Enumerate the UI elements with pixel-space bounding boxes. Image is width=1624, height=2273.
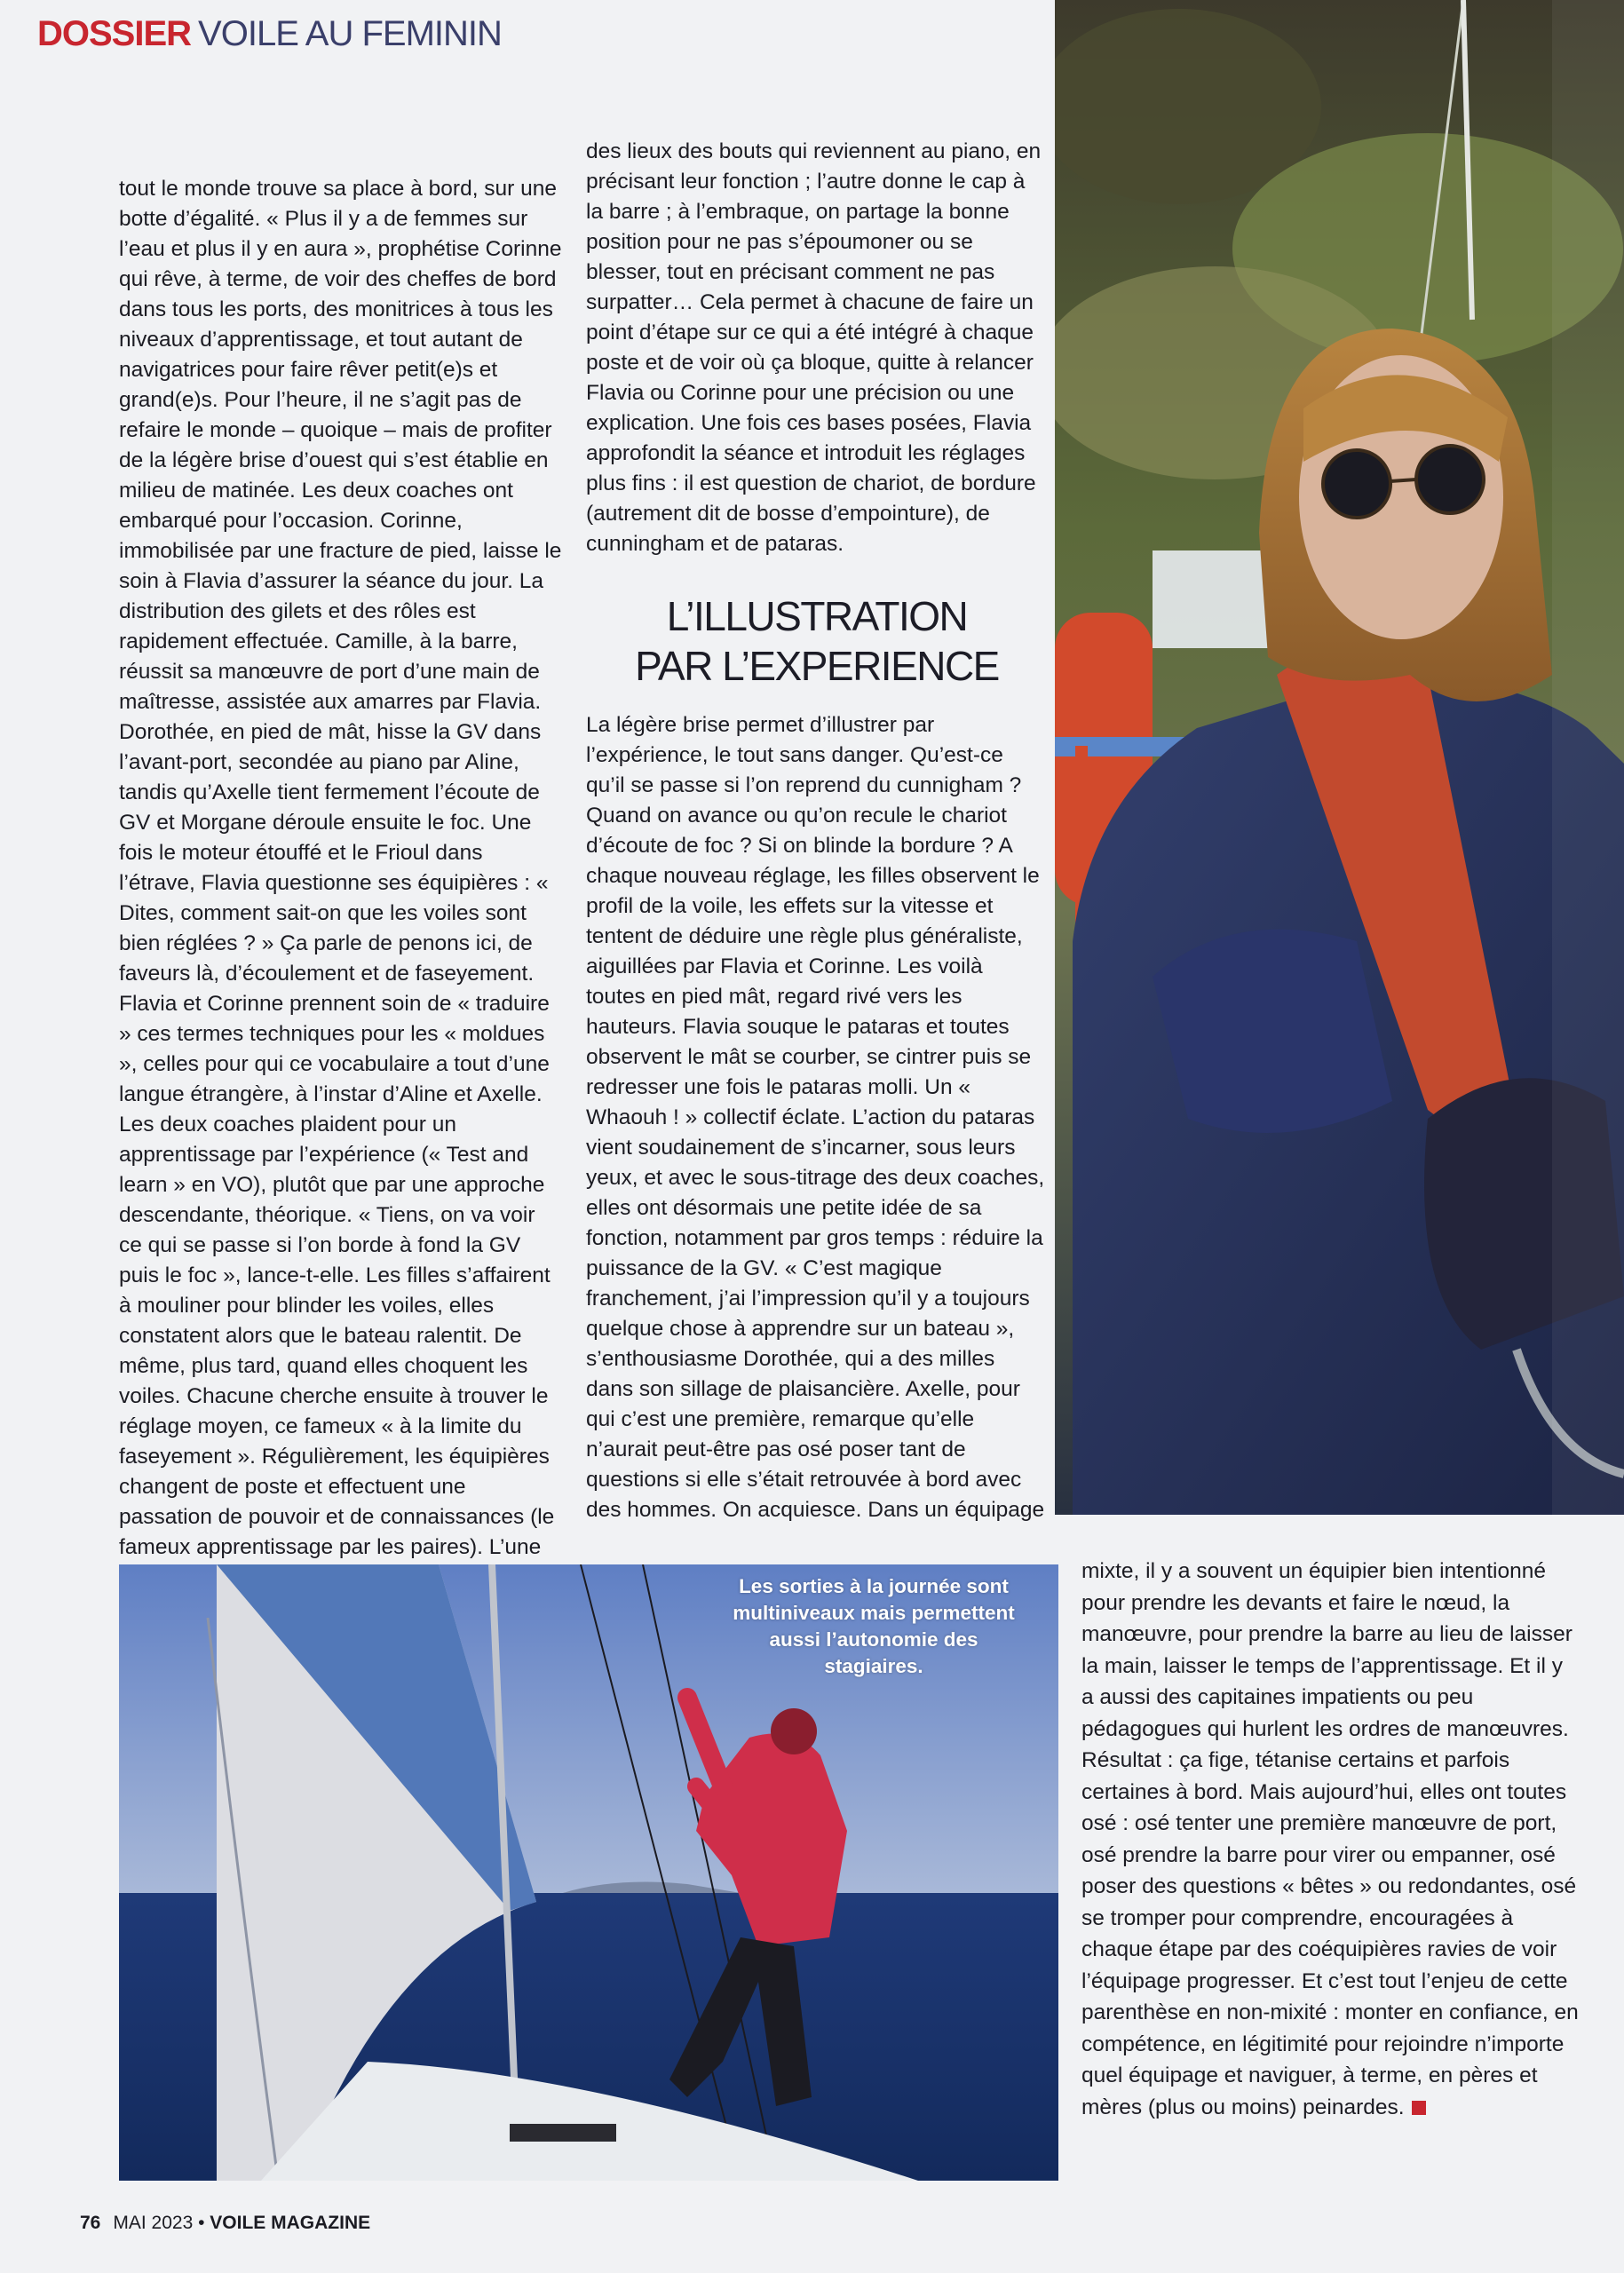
article-paragraph (1081, 1556, 1579, 2123)
article-paragraph-text: mixte, il y a souvent un équipier bien intentionné pour prendre les devants et faire le nœud, la manœuvre, pour prendre la barre au lieu de laisser la main, laisser le temps de l’apprentissage. Et il y a aussi des capitaines impatients ou peu pédagogues qui hurlent les ordres de manœuvres. Résultat : ça fige, tétanise certains et parfois certaines à bord. Mais aujourd’hui, elles ont toutes osé : osé tenter une première manœuvre de port, osé prendre la barre pour virer ou empanner, osé poser des questions « bêtes » ou redondantes, osé se tromper pour comprendre, encouragées à chaque étape par des coéquipières ravies de voir l’équipage progresser. Et c’est tout l’enjeu de cette parenthèse en non-mixité : monter en confiance, en compétence, en légitimité pour rejoindre n’importe quel équipage et naviguer, à terme, en pères et mères (plus ou moins) peinardes. (1081, 1559, 1579, 2119)
section-kicker: DOSSIER (37, 14, 192, 53)
issue-date: MAI 2023 • (113, 2213, 205, 2233)
article-column-3 (1081, 1556, 1579, 2123)
section-rubric: VOILE AU FEMININ (198, 14, 502, 53)
page-number: 76 (80, 2213, 101, 2233)
article-paragraph: tout le monde trouve sa place à bord, sur une botte d’égalité. « Plus il y a de femmes sur l’eau et plus il y en aura », prophétise Corinne qui rêve, à terme, de voir des cheffes de bord dans tous les ports, des monitrices à tous les niveaux d’apprentissage, et tout autant de navigatrices pour faire rêver petit(e)s et grand(e)s. Pour l’heure, il ne s’agit pas de refaire le monde – quoique – mais de profiter de la légère brise d’ouest qui s’est établie en milieu de matinée. Les deux coaches ont embarqué pour l’occasion. Corinne, immobilisée par une fracture de pied, laisse le soin à Flavia d’assurer la séance du jour. La distribution des gilets et des rôles est rapidement effectuée. Camille, à la barre, réussit sa manœuvre de port d’une main de maîtresse, assistée aux amarres par Flavia. Dorothée, en pied de mât, hisse la GV dans l’avant-port, secondée au piano par Aline, tandis qu’Axelle tient fermement l’écoute de GV et Morgane déroule ensuite le foc. Une fois le moteur étouffé et le Frioul dans l’étrave, Flavia questionne ses équipières : « Dites, comment sait-on que les voiles sont bien réglées ? » Ça parle de penons ici, de faveurs là, d’écoulement et de faseyement. Flavia et Corinne prennent soin de « traduire » ces termes techniques pour les « moldues », celles pour qui ce vocabulaire a tout d’une langue étrangère, à l’instar d’Aline et Axelle. Les deux coaches plaident pour un apprentissage par l’expérience (« Test and learn » en VO), plutôt que par une approche descendante, théorique. « Tiens, on va voir ce qui se passe si l’on borde à fond la GV puis le foc », lance-t-elle. Les filles s’affairent à mouliner pour blinder les voiles, elles constatent alors que le bateau ralentit. De même, plus tard, quand elles choquent les voiles. Chacune cherche ensuite à trouver le réglage moyen, ce fameux « à la limite du faseyement ». Régulièrement, les équipières changent de poste et effectuent une passation de pouvoir et de connaissances (le fameux apprentissage par les paires). L’une (119, 177, 562, 1559)
article-paragraph: des lieux des bouts qui reviennent au piano, en précisant leur fonction ; l’autre donne le cap à la barre ; à l’embraque, on partage la bonne position pour ne pas s’époumoner ou se blesser, tout en précisant comment ne pas surpatter… Cela permet à chacune de faire un point d’étape sur ce qui a été intégré à chaque poste et de voir où ça bloque, quitte à relancer Flavia ou Corinne pour une précision ou une explication. Une fois ces bases posées, Flavia approfondit la séance et introduit les réglages plus fins : il est question de chariot, de bordure (autrement dit de bosse d’empointure), de cunningham et de pataras. (586, 139, 1042, 556)
portrait-photo-illustration (1055, 0, 1624, 1515)
magazine-name: VOILE MAGAZINE (210, 2213, 371, 2233)
article-column-1 (119, 174, 563, 1593)
end-of-article-marker (1412, 2101, 1426, 2115)
portrait-photo (1055, 0, 1624, 1515)
subheading-line-2: PAR L’EXPERIENCE (635, 643, 999, 689)
subheading-line-1: L’ILLUSTRATION (666, 593, 968, 639)
article-column-2 (586, 137, 1048, 1525)
photo-caption: Les sorties à la journée sont multiniveaux mais permettent aussi l’autonomie des stagiaires. (733, 1575, 1015, 1677)
article-paragraph: La légère brise permet d’illustrer par l’expérience, le tout sans danger. Qu’est-ce qu’il se passe si l’on reprend du cunnigham ? Quand on avance ou qu’on recule le chariot d’écoute de foc ? Si on blinde la bordure ? A chaque nouveau réglage, les filles observent le profil de la voile, les effets sur la vitesse et tentent de déduire une règle plus généraliste, aiguillées par Flavia et Corinne. Les voilà toutes en pied mât, regard rivé vers les hauteurs. Flavia souque le pataras et toutes observent le mât se courber, se cintrer puis se redresser une fois le pataras molli. Un « Whaouh ! » collectif éclate. L’action du pataras vient soudainement de s’incarner, sous leurs yeux, et avec le sous-titrage des deux coaches, elles ont désormais une petite idée de sa fonction, notamment par gros temps : réduire la puissance de la GV. « C’est magique franchement, j’ai l’impression qu’il y a toujours quelque chose à apprendre sur un bateau », s’enthousiasme Dorothée, qui a des milles dans son sillage de plaisancière. Axelle, pour qui c’est une première, remarque qu’elle n’aurait peut-être pas osé poser tant de questions si elle s’était retrouvée à bord avec des hommes. On acquiesce. Dans un équipage (586, 713, 1045, 1522)
hoisting-photo (119, 1564, 1058, 2181)
dossier-header (37, 14, 502, 54)
page-footer (80, 2213, 370, 2234)
section-subheading (586, 591, 1048, 691)
